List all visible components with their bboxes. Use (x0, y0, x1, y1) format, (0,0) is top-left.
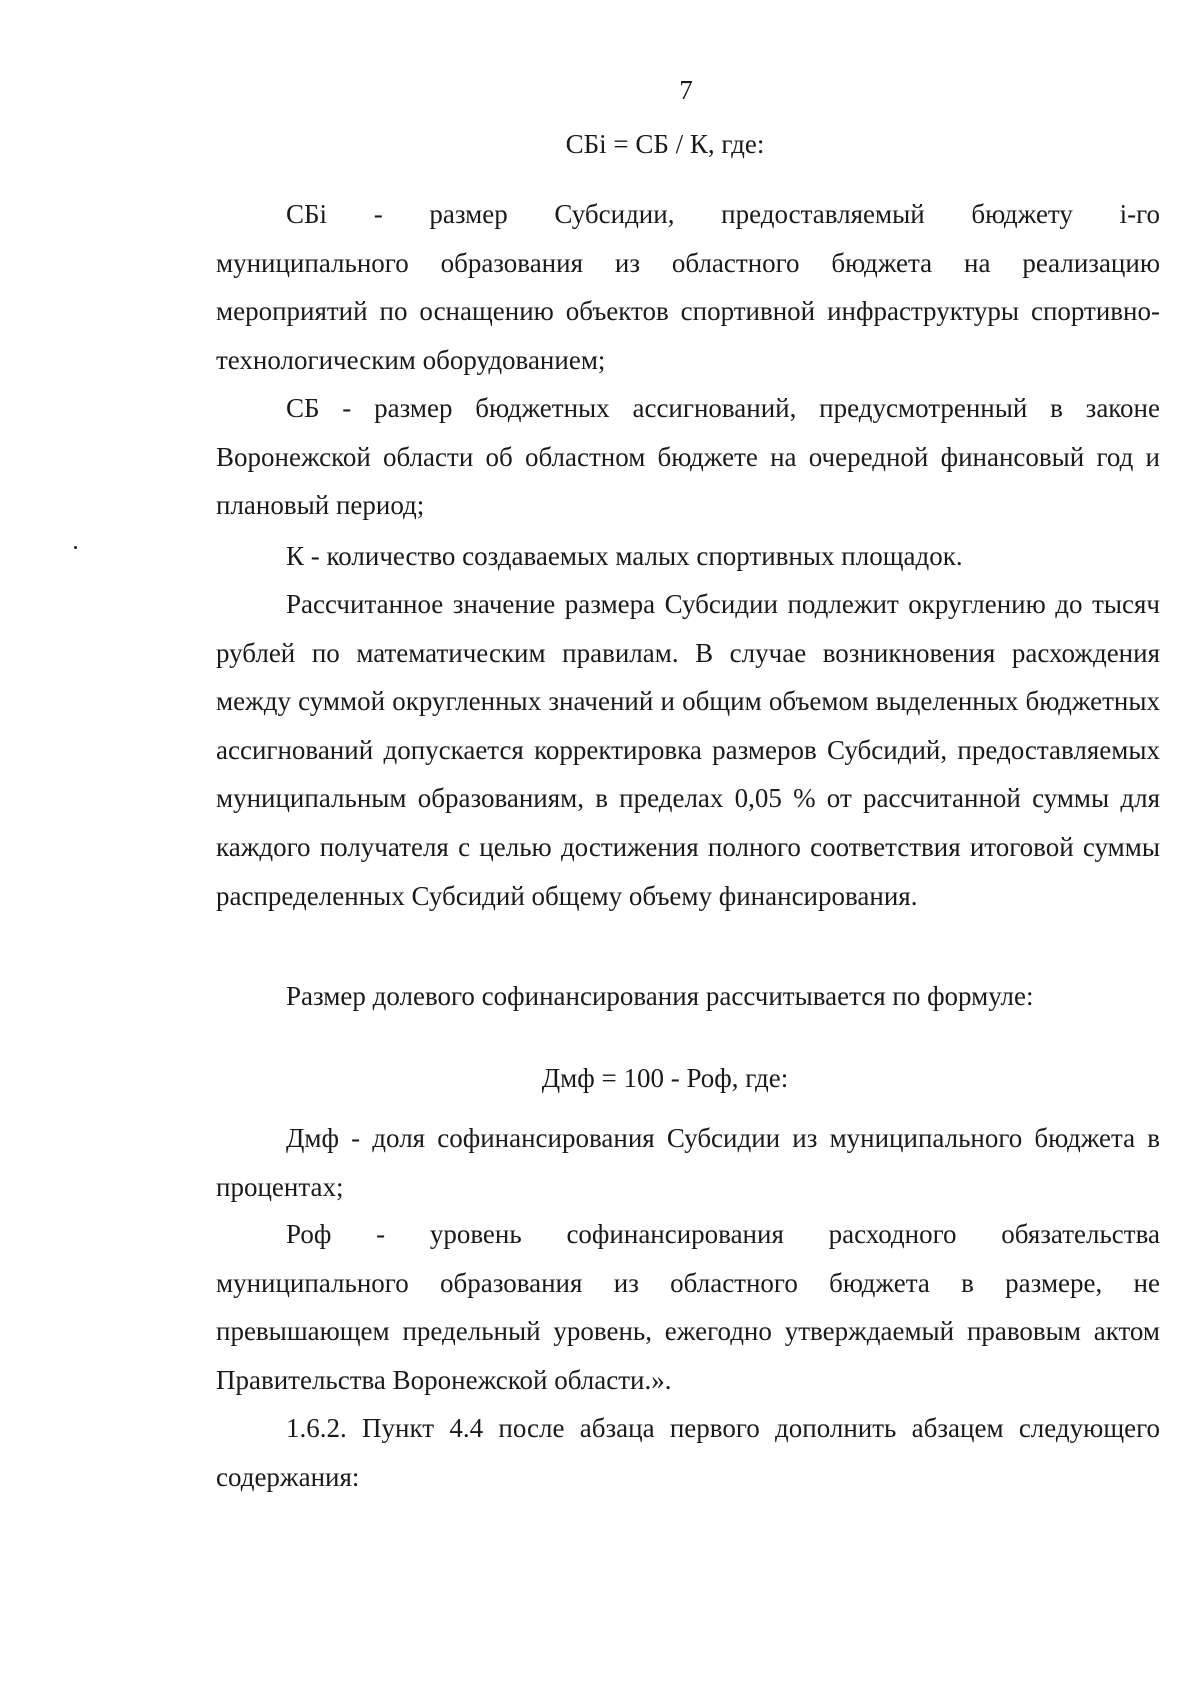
formula-subsidy-size: СБi = СБ / К, где: (565, 129, 765, 159)
page-number: 7 (679, 75, 693, 105)
definition-sbi (216, 190, 1160, 384)
word: Субсидии, (554, 199, 675, 229)
word: - (376, 1219, 386, 1249)
scan-speck (74, 546, 77, 549)
rounding-paragraph: Рассчитанное значение размера Субсидии подлежит округлению до тысяч рублей по математическим правилам. В случае возникновения расхождения между суммой округленных значений и общим объемом выделенных бюджетных ассигнований допускается корректировка размеров Субсидий, предоставляемых муниципальным образованиям, в пределах 0,05 % от рассчитанной суммы для каждого получателя с целью достижения полного соответствия итоговой суммы распределенных Субсидий общему объему финансирования. (216, 589, 1160, 911)
word: СБi (286, 199, 328, 229)
word: Роф (286, 1219, 332, 1249)
word: бюджету (971, 199, 1073, 229)
word: размер (429, 199, 508, 229)
cofinancing-intro: Размер долевого софинансирования рассчитывается по формуле: (286, 981, 1034, 1011)
word: расходного (828, 1219, 957, 1249)
definition-dmf: Дмф - доля софинансирования Субсидии из муниципального бюджета в процентах; (216, 1123, 1160, 1202)
formula-cofinancing: Дмф = 100 - Роф, где: (541, 1063, 789, 1093)
definition-sb: СБ - размер бюджетных ассигнований, предусмотренный в законе Воронежской области об областном бюджете на очередной финансовый год и плановый период; (216, 393, 1160, 521)
word: софинансирования (566, 1219, 784, 1249)
definition-k: К - количество создаваемых малых спортивных площадок. (286, 541, 963, 571)
definition-rof-first-line (216, 1210, 1160, 1259)
word: уровень (429, 1219, 522, 1249)
definition-rof-rest: муниципального образования из областного бюджета в размере, не превышающем предельный уровень, ежегодно утверждаемый правовым актом Правительства Воронежской области.». (216, 1267, 1160, 1395)
word: обязательства (1001, 1219, 1160, 1249)
clause-1-6-2: 1.6.2. Пункт 4.4 после абзаца первого дополнить абзацем следующего содержания: (216, 1413, 1160, 1492)
word: i-го (1119, 199, 1160, 229)
word: предоставляемый (721, 199, 925, 229)
definition-rof (216, 1210, 1160, 1404)
definition-sbi-rest: муниципального образования из областного бюджета на реализацию мероприятий по оснащению объектов спортивной инфраструктуры спортивно-технологическим оборудованием; (216, 247, 1160, 375)
word: - (373, 199, 383, 229)
definition-sbi-first-line (216, 190, 1160, 239)
